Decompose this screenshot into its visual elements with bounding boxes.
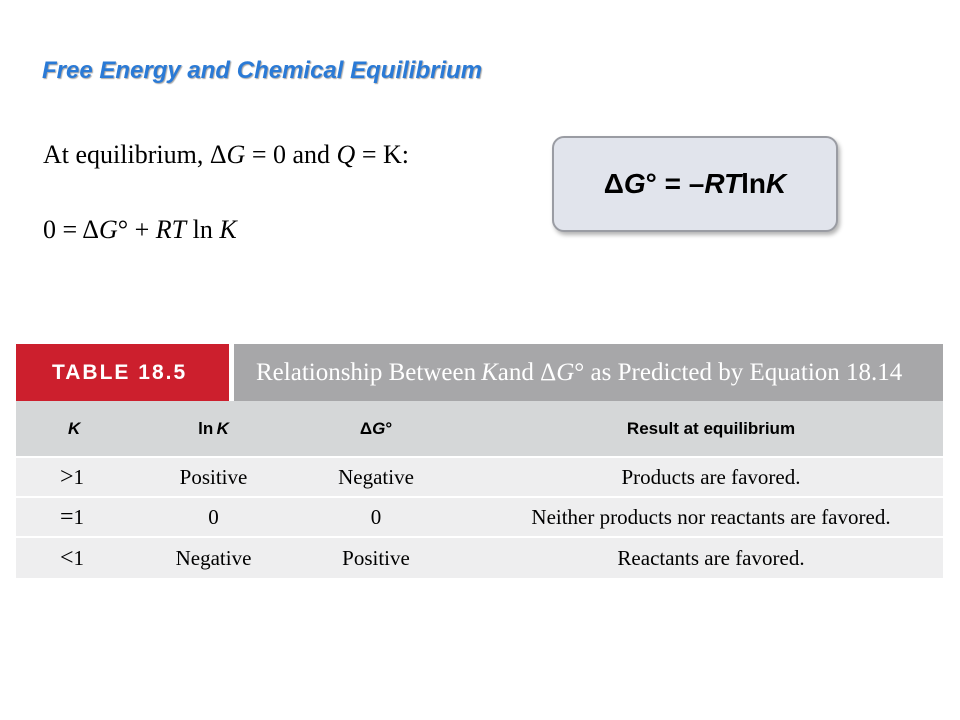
- var-g: G: [623, 168, 646, 199]
- cell-k: [16, 458, 136, 496]
- key-equation-box: [552, 136, 838, 232]
- var-k: K: [216, 418, 229, 438]
- cell-delta-g: 0: [370, 504, 382, 529]
- text-segment: Δ: [359, 418, 373, 438]
- col-header-k: [16, 401, 136, 456]
- text-segment: ln: [198, 418, 214, 438]
- text-segment: = 0 and: [245, 140, 337, 169]
- k-value: 1: [73, 464, 85, 489]
- text-segment: ln: [186, 215, 220, 244]
- cell-k: [16, 498, 136, 536]
- table-label: TABLE 18.5: [16, 344, 229, 401]
- comparison-symbol: =: [60, 503, 74, 530]
- table-caption: [234, 344, 943, 401]
- cell-lnk: 0: [208, 504, 219, 529]
- text-segment: = K:: [355, 140, 409, 169]
- cell-result: Products are favored.: [621, 464, 801, 489]
- text-segment: Δ: [603, 168, 624, 199]
- var-rt: RT: [704, 168, 742, 199]
- text-segment: ° +: [117, 215, 156, 244]
- text-segment: 0 = Δ: [43, 215, 99, 244]
- table-row: [16, 458, 943, 498]
- k-value: 1: [73, 504, 85, 529]
- cell-lnk: Negative: [175, 545, 252, 570]
- column-header-row: [16, 401, 943, 458]
- var-k: K: [68, 418, 81, 438]
- text-segment: ° = –: [645, 168, 705, 199]
- table-row: [16, 498, 943, 538]
- col-header-delta-g: [291, 401, 461, 456]
- text-segment: ln: [741, 168, 767, 199]
- var-k: K: [219, 215, 237, 244]
- k-value: 1: [73, 545, 85, 570]
- cell-result: Neither products nor reactants are favored.: [531, 504, 891, 529]
- slide-title: Free Energy and Chemical Equilibrium: [42, 57, 483, 84]
- var-k: K: [481, 358, 498, 386]
- cell-delta-g: Positive: [342, 545, 410, 570]
- var-rt: RT: [155, 215, 187, 244]
- col-header-result: Result at equilibrium: [626, 418, 796, 438]
- var-g: G: [98, 215, 118, 244]
- var-q: Q: [336, 140, 356, 169]
- text-segment: °: [385, 418, 393, 438]
- col-header-lnk: [136, 401, 291, 456]
- equilibrium-statement: [43, 140, 409, 170]
- cell-lnk: Positive: [179, 464, 248, 489]
- text-segment: Relationship Between: [256, 358, 477, 386]
- var-g: G: [372, 418, 386, 438]
- equilibrium-equation: [43, 215, 237, 245]
- cell-result: Reactants are favored.: [617, 545, 805, 570]
- table-row: [16, 538, 943, 578]
- var-g: G: [556, 358, 575, 386]
- text-segment: ° as Predicted by Equation 18.14: [574, 358, 903, 386]
- var-k: K: [766, 168, 787, 199]
- data-table: [16, 344, 943, 580]
- table-header-bar: [16, 344, 943, 401]
- comparison-symbol: >: [60, 463, 74, 490]
- var-g: G: [226, 140, 246, 169]
- text-segment: At equilibrium, Δ: [43, 140, 227, 169]
- comparison-symbol: <: [60, 544, 74, 571]
- text-segment: and Δ: [497, 358, 557, 386]
- cell-delta-g: Negative: [338, 464, 414, 489]
- cell-k: [16, 538, 136, 578]
